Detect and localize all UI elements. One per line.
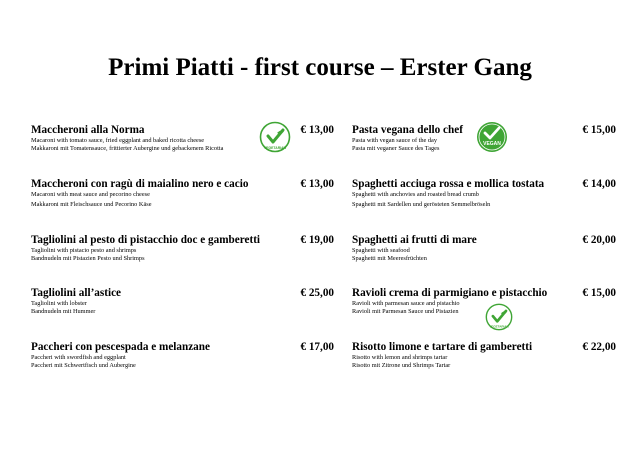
- dish-name: Spaghetti acciuga rossa e mollica tostata: [352, 178, 545, 190]
- dish-description-de: Ravioli mit Parmesan Sauce und Pistazien: [352, 308, 459, 315]
- dish-name: Tagliolini al pesto di pistacchio doc e gamberetti: [31, 234, 261, 246]
- dish-name: Risotto limone e tartare di gamberetti: [352, 341, 533, 353]
- dish-description-en: Ravioli with parmesan sauce and pistachio: [352, 300, 460, 307]
- dish-description-de: Spaghetti mit Sardellen und gerösteten Semmelbröseln: [352, 201, 491, 208]
- page-title: Primi Piatti - first course – Erster Gang: [108, 54, 532, 81]
- svg-text:VEGETARIAN: VEGETARIAN: [264, 146, 286, 150]
- dish-description-en: Tagliolini with lobster: [31, 300, 87, 307]
- dish-name: Paccheri con pescespada e melanzane: [31, 341, 210, 353]
- dish-price: € 17,00: [300, 341, 334, 353]
- svg-text:VEGETARIAN: VEGETARIAN: [489, 324, 509, 329]
- dish-description-de: Risotto mit Zitrone und Shrimps Tartar: [352, 362, 451, 369]
- menu-item-tagliolini-astice: [31, 287, 293, 316]
- dish-description-en: Pasta with vegan sauce of the day: [352, 137, 437, 144]
- menu-item-maccheroni-ragu: [31, 178, 293, 209]
- dish-price: € 19,00: [300, 234, 334, 246]
- dish-description-en: Paccheri with swordfish and eggplant: [31, 354, 126, 361]
- dish-description-de: Makkaroni mit Tomatensauce, frittierter Aubergine und gebackenem Ricotta: [31, 145, 224, 152]
- dish-price: € 14,00: [582, 178, 616, 190]
- dish-description-en: Spaghetti with anchovies and roasted bread crumb: [352, 191, 479, 198]
- dish-name: Maccheroni con ragù di maialino nero e cacio: [31, 178, 249, 190]
- dish-name: Maccheroni alla Norma: [31, 124, 145, 136]
- dish-price: € 15,00: [582, 124, 616, 136]
- svg-text:VEGAN: VEGAN: [483, 141, 501, 147]
- dish-description-de: Paccheri mit Schwertfisch und Aubergine: [31, 362, 136, 369]
- dish-price: € 13,00: [300, 124, 334, 136]
- dish-description-de: Pasta mit veganer Sauce des Tages: [352, 145, 440, 152]
- dish-description-de: Bandnudeln mit Pistazien Pesto und Shrimps: [31, 255, 145, 262]
- menu-item-tagliolini-pesto: [31, 234, 293, 263]
- menu-item-paccheri: [31, 341, 293, 370]
- dish-description-de: Bandnudeln mit Hummer: [31, 308, 96, 315]
- dish-name: Ravioli crema di parmigiano e pistacchio: [352, 287, 548, 299]
- dish-description-en: Spaghetti with seafood: [352, 247, 410, 254]
- dish-description-en: Macaroni with tomato sauce, fried eggplant and baked ricotta cheese: [31, 137, 205, 144]
- dish-name: Pasta vegana dello chef: [352, 124, 463, 136]
- vegan-icon: [476, 121, 508, 153]
- dish-price: € 25,00: [300, 287, 334, 299]
- dish-name: Tagliolini all’astice: [31, 287, 122, 299]
- dish-description-en: Macaroni with meat sauce and pecorino cheese: [31, 191, 150, 198]
- dish-price: € 20,00: [582, 234, 616, 246]
- dish-price: € 15,00: [582, 287, 616, 299]
- dish-description-de: Spaghetti mit Meeresfrüchten: [352, 255, 427, 262]
- dish-price: € 13,00: [300, 178, 334, 190]
- menu-item-maccheroni-norma: [31, 124, 293, 153]
- vegetarian-icon: [485, 303, 513, 331]
- dish-description-en: Tagliolini with pistacio pesto and shrimps: [31, 247, 137, 254]
- dish-name: Spaghetti ai frutti di mare: [352, 234, 477, 246]
- dish-description-de: Makkaroni mit Fleischsauce und Pecorino Käse: [31, 201, 152, 208]
- dish-description-en: Risotto with lemon and shrimps tartar: [352, 354, 448, 361]
- dish-price: € 22,00: [582, 341, 616, 353]
